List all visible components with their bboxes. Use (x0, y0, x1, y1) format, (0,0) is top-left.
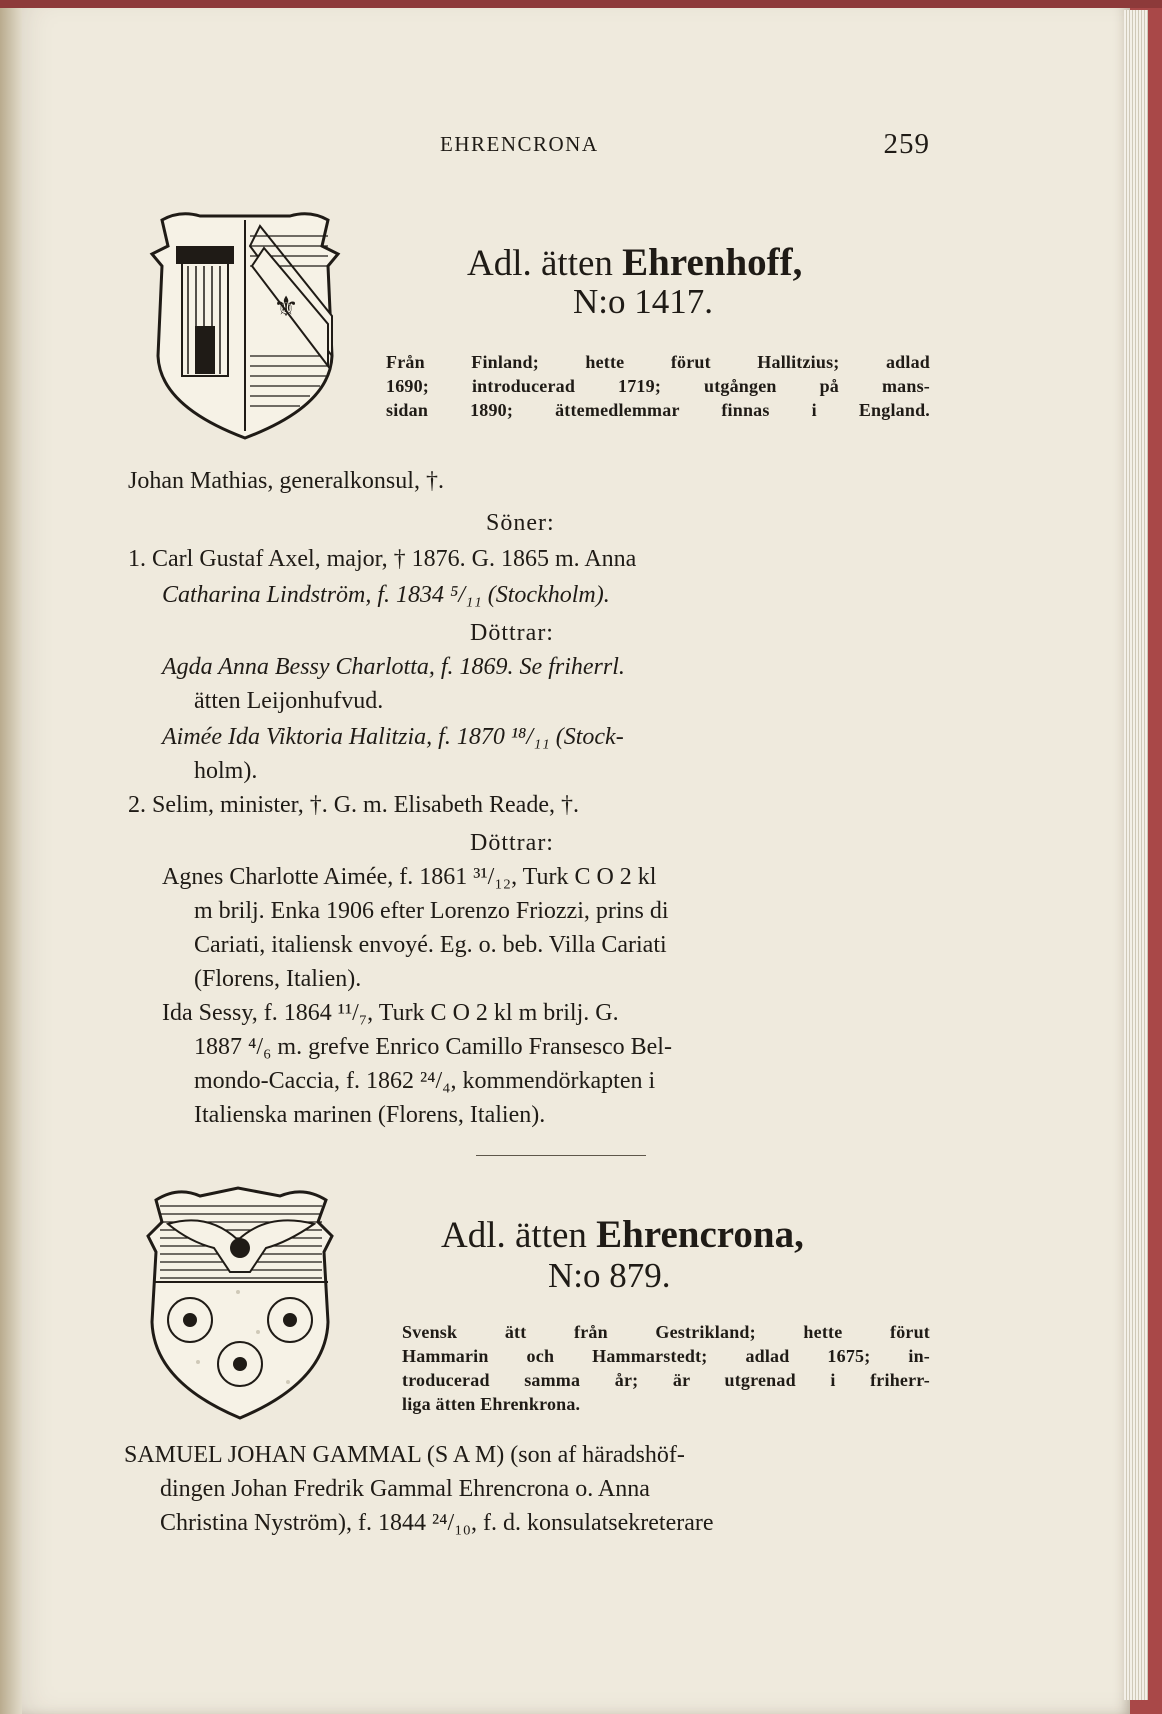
entry1-line: 1. Carl Gustaf Axel, major, † 1876. G. 1865 m. Anna (128, 546, 637, 572)
entry1-intro-line: sidan 1890; ättemedlemmar finnas i England. (386, 400, 930, 420)
entry2-intro (402, 1320, 930, 1416)
entry2-number: N:o 879. (548, 1256, 671, 1295)
entry2-intro-line: Hammarin och Hammarstedt; adlad 1675; in- (402, 1346, 930, 1366)
ehrencrona-coat-of-arms (138, 1182, 343, 1422)
entry1-line: Aimée Ida Viktoria Halitzia, f. 1870 ¹⁸/₁₁ (Stock- (162, 724, 624, 750)
svg-text:⚜: ⚜ (273, 292, 299, 323)
entry1-line: mondo-Caccia, f. 1862 ²⁴/₄, kommendörkapten i (194, 1068, 656, 1094)
entry2-intro-line: liga ätten Ehrenkrona. (402, 1394, 581, 1414)
entry1-line: Agnes Charlotte Aimée, f. 1861 ³¹/₁₂, Turk C O 2 kl (162, 864, 657, 890)
entry1-title-name: Ehrenhoff, (622, 241, 803, 284)
entry1-line: Cariati, italiensk envoyé. Eg. o. beb. Villa Cariati (194, 932, 667, 958)
entry2-title (441, 1212, 804, 1257)
entry2-line: SAMUEL JOHAN GAMMAL (S A M) (son af häradshöf- (124, 1442, 685, 1468)
entry1-line: (Florens, Italien). (194, 966, 362, 992)
entry1-heading: Döttrar: (470, 830, 554, 856)
entry2-line: Christina Nyström), f. 1844 ²⁴/₁₀, f. d. konsulatsekreterare (160, 1510, 714, 1536)
entry2-title-name: Ehrencrona, (596, 1213, 804, 1256)
ehrenhoff-coat-of-arms (140, 206, 350, 446)
entry2-title-prefix: Adl. ätten (441, 1215, 587, 1256)
entry1-intro-line: 1690; introducerad 1719; utgången på mans- (386, 376, 930, 396)
entry1-title (467, 240, 802, 285)
entry1-line: Johan Mathias, generalkonsul, †. (128, 468, 444, 494)
page-edges (1124, 10, 1148, 1700)
spine-shadow (0, 0, 22, 1714)
entry1-heading: Döttrar: (470, 620, 554, 646)
page-number: 259 (883, 128, 930, 160)
entry1-line: m brilj. Enka 1906 efter Lorenzo Friozzi, prins di (194, 898, 669, 924)
entry1-line: 2. Selim, minister, †. G. m. Elisabeth Reade, †. (128, 792, 579, 818)
entry1-line: Catharina Lindström, f. 1834 ⁵/₁₁ (Stockholm). (162, 582, 610, 608)
entry1-line: Agda Anna Bessy Charlotta, f. 1869. Se friherrl. (162, 654, 625, 680)
entry1-heading: Söner: (486, 510, 555, 536)
entry1-intro-line: Från Finland; hette förut Hallitzius; adlad (386, 352, 930, 372)
running-title: EHRENCRONA (440, 132, 599, 156)
entry1-line: 1887 ⁴/₆ m. grefve Enrico Camillo Fransesco Bel- (194, 1034, 672, 1060)
entry2-intro-line: troducerad samma år; är utgrenad i friherr- (402, 1370, 930, 1390)
entry1-title-prefix: Adl. ätten (467, 243, 613, 284)
running-head (400, 128, 930, 168)
entry1-line: Italienska marinen (Florens, Italien). (194, 1102, 546, 1128)
entry1-intro (386, 350, 930, 422)
entry1-line: ätten Leijonhufvud. (194, 688, 384, 714)
entry1-number: N:o 1417. (573, 282, 713, 321)
entry2-intro-line: Svensk ätt från Gestrikland; hette förut (402, 1322, 930, 1342)
entry2-line: dingen Johan Fredrik Gammal Ehrencrona o. Anna (160, 1476, 650, 1502)
entry1-line: Ida Sessy, f. 1864 ¹¹/₇, Turk C O 2 kl m brilj. G. (162, 1000, 619, 1026)
entry1-line: holm). (194, 758, 258, 784)
cover-edge (0, 0, 1162, 8)
section-divider (476, 1155, 646, 1156)
